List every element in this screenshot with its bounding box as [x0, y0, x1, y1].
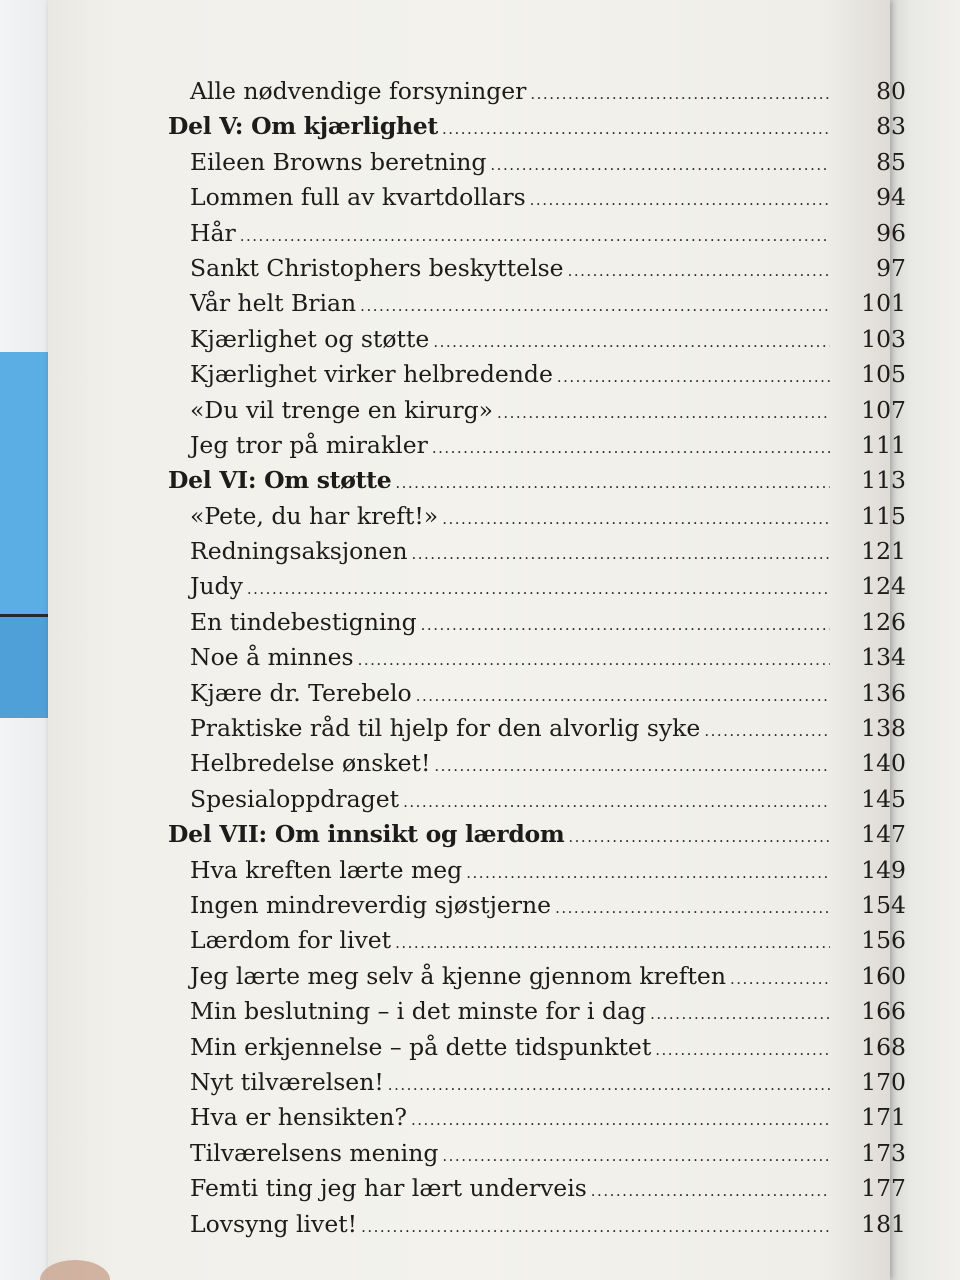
- book-page: [48, 0, 906, 1280]
- toc-page-number: 107: [861, 395, 906, 424]
- toc-entry-title: Judy: [190, 572, 243, 601]
- toc-entry-title: Kjære dr. Terebelo: [190, 678, 412, 707]
- toc-entry: [168, 1065, 906, 1100]
- dot-leader: [388, 1068, 830, 1103]
- toc-entry-title: Vår helt Brian: [190, 289, 357, 318]
- toc-entry: [168, 676, 906, 711]
- toc-entry: [168, 393, 906, 428]
- toc-page-number: 136: [861, 678, 906, 707]
- toc-page-number: 103: [861, 324, 906, 353]
- dot-leader: [434, 749, 830, 784]
- toc-page-number: 121: [861, 537, 906, 566]
- toc-page-number: 177: [861, 1174, 906, 1203]
- toc-entry: [168, 1136, 906, 1171]
- dot-leader: [557, 360, 830, 395]
- dot-leader: [730, 962, 830, 997]
- toc-page-number: 105: [861, 360, 906, 389]
- toc-entry: [168, 853, 906, 888]
- toc-entry: [168, 994, 906, 1029]
- toc-entry-title: Del VII: Om innsikt og lærdom: [168, 820, 565, 849]
- toc-page-number: 97: [876, 253, 906, 282]
- toc-page-number: 138: [861, 714, 906, 743]
- dot-leader: [361, 1210, 830, 1245]
- toc-page-number: 160: [861, 961, 906, 990]
- toc-page-number: 171: [861, 1103, 906, 1132]
- dot-leader: [395, 926, 830, 961]
- toc-entry-title: Helbredelse ønsket!: [190, 749, 431, 778]
- toc-entry: [168, 322, 906, 357]
- dot-leader: [591, 1174, 830, 1209]
- toc-page-number: 94: [876, 183, 906, 212]
- dot-leader: [395, 466, 830, 501]
- toc-page-number: 113: [861, 466, 906, 495]
- toc-entry: [168, 711, 906, 746]
- toc-entry: [168, 959, 906, 994]
- toc-entry: [168, 357, 906, 392]
- dot-leader: [240, 219, 830, 254]
- toc-entry: [168, 145, 906, 180]
- toc-entry: [168, 216, 906, 251]
- toc-page-number: 145: [861, 784, 906, 813]
- toc-entry-title: Min erkjennelse – på dette tidspunktet: [190, 1032, 652, 1061]
- toc-part-heading: [168, 109, 906, 144]
- toc-entry-title: Lovsyng livet!: [190, 1209, 358, 1238]
- dot-leader: [432, 431, 830, 466]
- dot-leader: [421, 608, 830, 643]
- toc-entry: [168, 74, 906, 109]
- dot-leader: [704, 714, 830, 749]
- toc-page-number: 173: [861, 1138, 906, 1167]
- toc-entry-title: En tindebestigning: [190, 607, 417, 636]
- dot-leader: [655, 1033, 830, 1068]
- toc-part-heading: [168, 817, 906, 852]
- dot-leader: [247, 572, 830, 607]
- toc-entry: [168, 1030, 906, 1065]
- toc-page-number: 181: [861, 1209, 906, 1238]
- dot-leader: [490, 148, 830, 183]
- toc-entry-title: Femti ting jeg har lært underveis: [190, 1174, 587, 1203]
- dot-leader: [411, 537, 830, 572]
- dot-leader: [433, 325, 830, 360]
- toc-page-number: 166: [861, 997, 906, 1026]
- dot-leader: [411, 1103, 830, 1138]
- toc-entry-title: Min beslutning – i det minste for i dag: [190, 997, 647, 1026]
- toc-page-number: 85: [876, 147, 906, 176]
- toc-page-number: 140: [861, 749, 906, 778]
- toc-entry: [168, 640, 906, 675]
- dot-leader: [466, 856, 830, 891]
- dot-leader: [442, 112, 830, 147]
- toc-entry-title: Hår: [190, 218, 236, 247]
- toc-page-number: 147: [861, 820, 906, 849]
- toc-entry-title: Lærdom for livet: [190, 926, 392, 955]
- toc-entry-title: Praktiske råd til hjelp for den alvorlig syke: [190, 714, 701, 743]
- dot-leader: [530, 77, 830, 112]
- toc-entry: [168, 286, 906, 321]
- toc-page-number: 83: [876, 112, 906, 141]
- toc-entry-title: Del VI: Om støtte: [168, 466, 392, 495]
- toc-entry: [168, 180, 906, 215]
- dot-leader: [568, 254, 830, 289]
- toc-entry-title: Redningsaksjonen: [190, 537, 408, 566]
- toc-entry: [168, 923, 906, 958]
- toc-entry-title: Ingen mindreverdig sjøstjerne: [190, 890, 552, 919]
- toc-entry-title: Alle nødvendige forsyninger: [190, 77, 527, 105]
- toc-entry-title: Eileen Browns beretning: [190, 147, 487, 176]
- table-of-contents: [168, 74, 906, 1242]
- toc-page-number: 124: [861, 572, 906, 601]
- dot-leader: [442, 502, 830, 537]
- toc-page-number: 111: [861, 430, 906, 459]
- toc-entry: [168, 605, 906, 640]
- toc-entry-title: Jeg lærte meg selv å kjenne gjennom kreften: [190, 961, 726, 990]
- toc-entry-title: Sankt Christophers beskyttelse: [190, 253, 564, 282]
- toc-entry-title: Noe å minnes: [190, 643, 354, 672]
- toc-entry-title: Hva kreften lærte meg: [190, 855, 463, 884]
- toc-entry-title: Hva er hensikten?: [190, 1103, 407, 1132]
- toc-entry: [168, 1171, 906, 1206]
- toc-entry-title: «Du vil trenge en kirurg»: [190, 395, 494, 424]
- dot-leader: [530, 183, 830, 218]
- dot-leader: [358, 643, 830, 678]
- toc-page-number: 115: [861, 501, 906, 530]
- toc-page-number: 96: [876, 218, 906, 247]
- toc-entry: [168, 428, 906, 463]
- toc-page-number: 149: [861, 855, 906, 884]
- toc-entry: [168, 782, 906, 817]
- toc-page-number: 101: [861, 289, 906, 318]
- toc-entry: [168, 746, 906, 781]
- toc-entry: [168, 251, 906, 286]
- toc-entry: [168, 1100, 906, 1135]
- toc-entry-title: «Pete, du har kreft!»: [190, 501, 439, 530]
- toc-entry-title: Lommen full av kvartdollars: [190, 183, 526, 212]
- toc-page-number: 126: [861, 607, 906, 636]
- toc-page-number: 80: [876, 77, 906, 105]
- toc-entry-title: Kjærlighet og støtte: [190, 324, 430, 353]
- toc-part-heading: [168, 463, 906, 498]
- toc-entry: [168, 1207, 906, 1242]
- toc-entry: [168, 499, 906, 534]
- toc-entry-title: Del V: Om kjærlighet: [168, 112, 438, 141]
- toc-entry-title: Tilværelsens mening: [190, 1138, 439, 1167]
- dot-leader: [442, 1139, 830, 1174]
- toc-page-number: 156: [861, 926, 906, 955]
- toc-page-number: 168: [861, 1032, 906, 1061]
- dot-leader: [416, 679, 830, 714]
- toc-page-number: 154: [861, 890, 906, 919]
- dot-leader: [568, 820, 830, 855]
- toc-entry: [168, 888, 906, 923]
- dot-leader: [555, 891, 830, 926]
- toc-entry: [168, 569, 906, 604]
- dot-leader: [497, 396, 830, 431]
- dot-leader: [650, 997, 830, 1032]
- toc-entry: [168, 534, 906, 569]
- dot-leader: [403, 785, 830, 820]
- toc-entry-title: Jeg tror på mirakler: [190, 430, 428, 459]
- toc-page-number: 134: [861, 643, 906, 672]
- toc-page-number: 170: [861, 1067, 906, 1096]
- toc-entry-title: Nyt tilværelsen!: [190, 1067, 384, 1096]
- toc-entry-title: Spesialoppdraget: [190, 784, 400, 813]
- toc-entry-title: Kjærlighet virker helbredende: [190, 360, 553, 389]
- dot-leader: [360, 289, 830, 324]
